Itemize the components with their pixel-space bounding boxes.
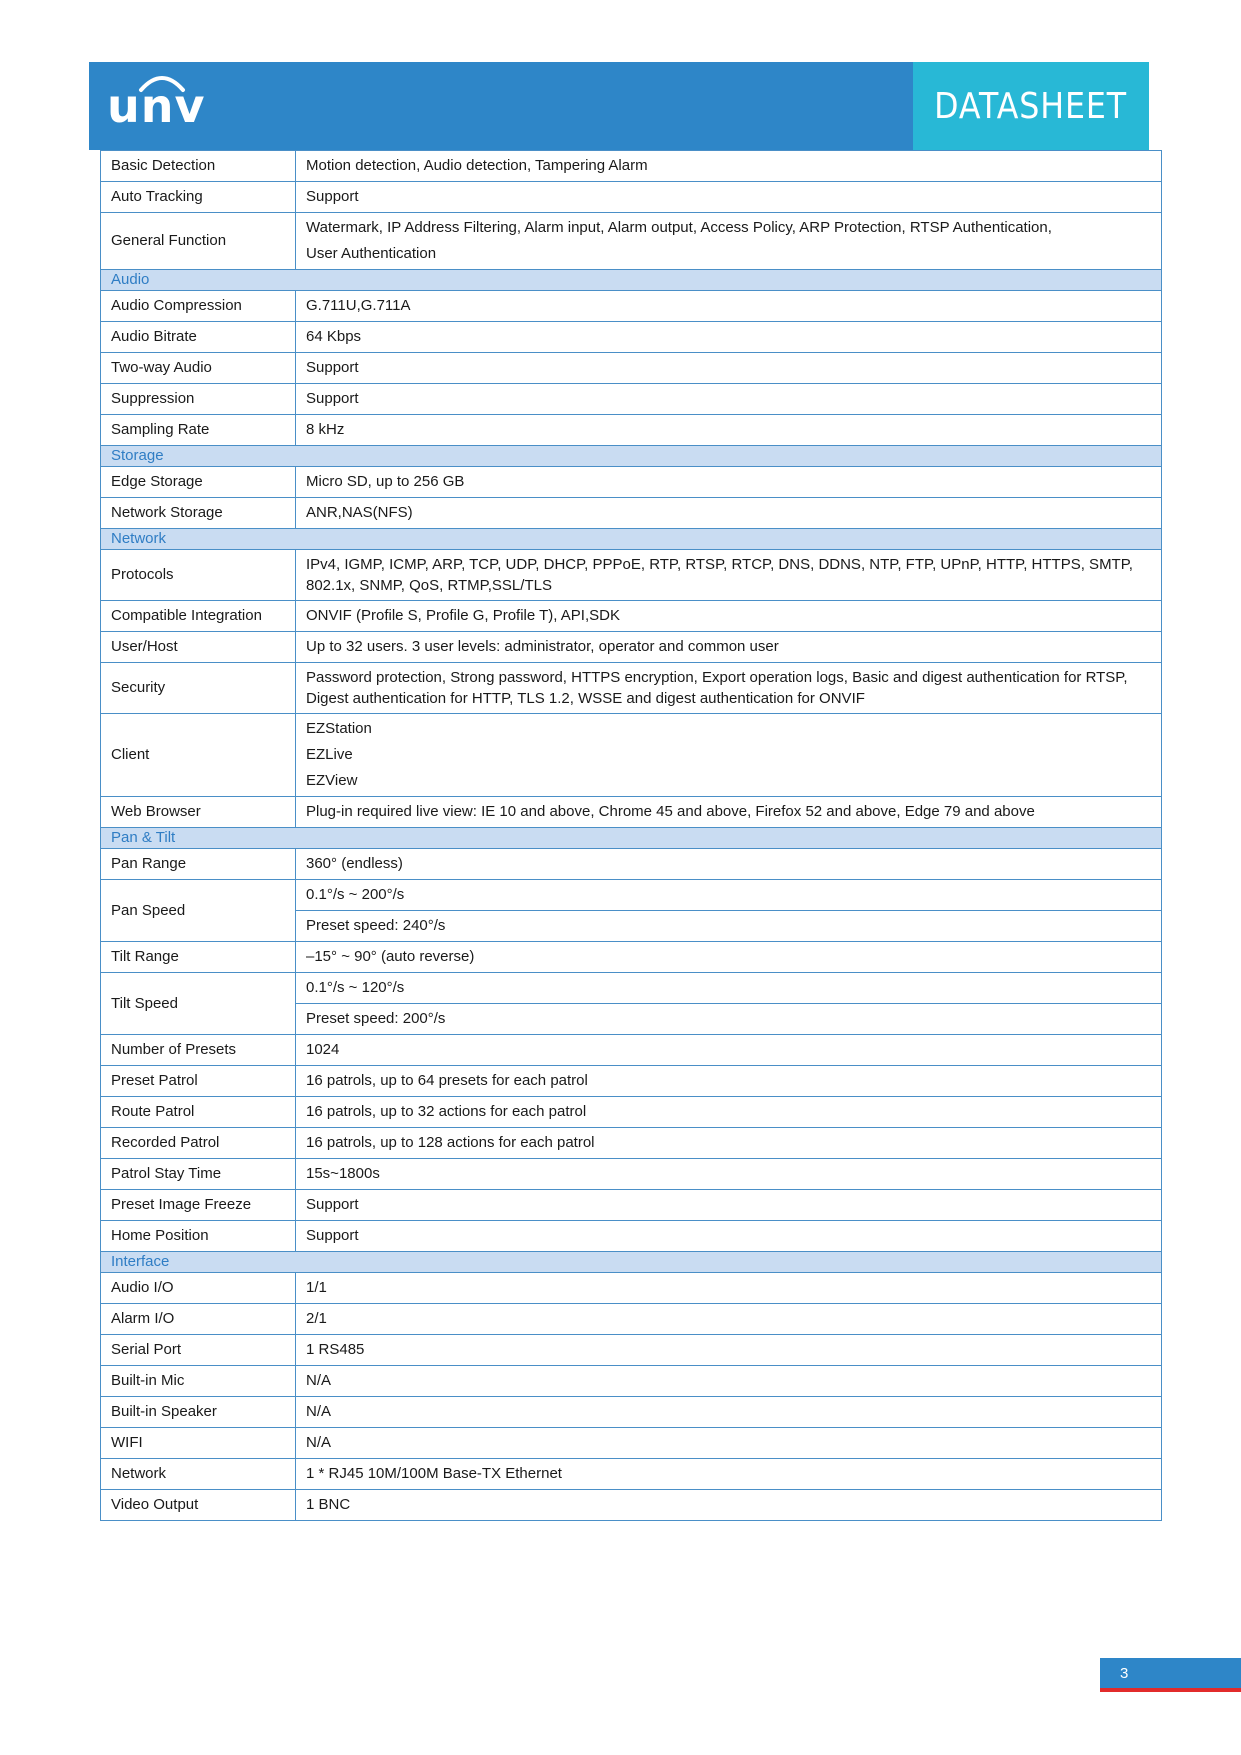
section-title: Pan & Tilt <box>101 828 1162 849</box>
spec-label: Sampling Rate <box>101 415 296 446</box>
spec-value: Plug-in required live view: IE 10 and above, Chrome 45 and above, Firefox 52 and above, Edge 79 and above <box>296 797 1162 828</box>
spec-row <box>101 1490 1162 1521</box>
logo-text: unv <box>107 79 206 133</box>
spec-row <box>101 498 1162 529</box>
spec-value-line: User Authentication <box>306 245 437 262</box>
spec-row <box>101 632 1162 663</box>
spec-row <box>101 1221 1162 1252</box>
spec-value: Password protection, Strong password, HTTPS encryption, Export operation logs, Basic and digest authentication for RTSP, Digest authentication for HTTP, TLS 1.2, WSSE and digest authentication for ONVIF <box>296 663 1162 714</box>
spec-row <box>101 1304 1162 1335</box>
spec-value: 15s~1800s <box>296 1159 1162 1190</box>
spec-label: Compatible Integration <box>101 601 296 632</box>
spec-label: Protocols <box>101 550 296 601</box>
section-header <box>101 270 1162 291</box>
logo-arc-icon <box>137 72 187 94</box>
spec-label: Basic Detection <box>101 151 296 182</box>
spec-value: G.711U,G.711A <box>296 291 1162 322</box>
spec-label: WIFI <box>101 1428 296 1459</box>
spec-value: 360° (endless) <box>296 849 1162 880</box>
spec-value <box>296 213 1162 270</box>
spec-row <box>101 942 1162 973</box>
spec-label: Audio Compression <box>101 291 296 322</box>
spec-label: Security <box>101 663 296 714</box>
spec-label: Web Browser <box>101 797 296 828</box>
spec-row <box>101 182 1162 213</box>
header-banner <box>89 62 1149 150</box>
spec-row <box>101 353 1162 384</box>
spec-label: Preset Patrol <box>101 1066 296 1097</box>
spec-value: 0.1°/s ~ 200°/s <box>296 880 1162 911</box>
spec-value: –15° ~ 90° (auto reverse) <box>296 942 1162 973</box>
spec-label: Pan Range <box>101 849 296 880</box>
spec-value <box>296 714 1162 797</box>
spec-value: 16 patrols, up to 32 actions for each patrol <box>296 1097 1162 1128</box>
spec-label: Built-in Speaker <box>101 1397 296 1428</box>
spec-value: Preset speed: 200°/s <box>296 1004 1162 1035</box>
spec-label: Tilt Range <box>101 942 296 973</box>
spec-value: 1024 <box>296 1035 1162 1066</box>
spec-label: Tilt Speed <box>101 973 296 1035</box>
section-title: Audio <box>101 270 1162 291</box>
spec-value: N/A <box>296 1397 1162 1428</box>
spec-value: IPv4, IGMP, ICMP, ARP, TCP, UDP, DHCP, PPPoE, RTP, RTSP, RTCP, DNS, DDNS, NTP, FTP, UPnP, HTTP, HTTPS, SMTP, 802.1x, SNMP, QoS, RTMP,SSL/TLS <box>296 550 1162 601</box>
spec-row <box>101 1128 1162 1159</box>
section-header <box>101 446 1162 467</box>
spec-value: Support <box>296 353 1162 384</box>
spec-label: Patrol Stay Time <box>101 1159 296 1190</box>
spec-value: 1/1 <box>296 1273 1162 1304</box>
doc-type-title: DATASHEET <box>934 85 1128 127</box>
page-number: 3 <box>1120 1664 1129 1682</box>
spec-row <box>101 415 1162 446</box>
spec-row <box>101 467 1162 498</box>
spec-row <box>101 880 1162 911</box>
spec-row <box>101 973 1162 1004</box>
spec-row <box>101 601 1162 632</box>
spec-value: Support <box>296 182 1162 213</box>
datasheet-label-box <box>913 62 1149 150</box>
spec-label: Alarm I/O <box>101 1304 296 1335</box>
spec-label: Serial Port <box>101 1335 296 1366</box>
spec-row <box>101 1335 1162 1366</box>
spec-row <box>101 384 1162 415</box>
spec-value: ONVIF (Profile S, Profile G, Profile T), API,SDK <box>296 601 1162 632</box>
spec-value: 16 patrols, up to 64 presets for each patrol <box>296 1066 1162 1097</box>
spec-row <box>101 1035 1162 1066</box>
spec-label: Two-way Audio <box>101 353 296 384</box>
spec-label: User/Host <box>101 632 296 663</box>
spec-row <box>101 849 1162 880</box>
spec-label: Home Position <box>101 1221 296 1252</box>
spec-value: 1 BNC <box>296 1490 1162 1521</box>
spec-label: Auto Tracking <box>101 182 296 213</box>
spec-label: Edge Storage <box>101 467 296 498</box>
spec-value-line: EZStation <box>306 720 372 737</box>
spec-table <box>100 150 1162 1521</box>
footer-accent-line <box>1100 1688 1241 1692</box>
section-title: Interface <box>101 1252 1162 1273</box>
spec-label: Audio Bitrate <box>101 322 296 353</box>
spec-row <box>101 151 1162 182</box>
spec-value: N/A <box>296 1428 1162 1459</box>
spec-row <box>101 663 1162 714</box>
spec-value: 1 RS485 <box>296 1335 1162 1366</box>
spec-row <box>101 1397 1162 1428</box>
spec-value-line: EZLive <box>306 746 353 763</box>
spec-value: 64 Kbps <box>296 322 1162 353</box>
spec-row <box>101 1159 1162 1190</box>
spec-table-body <box>101 151 1162 1521</box>
spec-row <box>101 1459 1162 1490</box>
spec-row <box>101 1428 1162 1459</box>
spec-value: Up to 32 users. 3 user levels: administrator, operator and common user <box>296 632 1162 663</box>
spec-row <box>101 322 1162 353</box>
spec-value-line: EZView <box>306 772 358 789</box>
section-title: Network <box>101 529 1162 550</box>
spec-value: ANR,NAS(NFS) <box>296 498 1162 529</box>
spec-row <box>101 1097 1162 1128</box>
spec-label: Client <box>101 714 296 797</box>
spec-value: 16 patrols, up to 128 actions for each patrol <box>296 1128 1162 1159</box>
spec-label: Recorded Patrol <box>101 1128 296 1159</box>
section-header <box>101 529 1162 550</box>
spec-value: 8 kHz <box>296 415 1162 446</box>
section-title: Storage <box>101 446 1162 467</box>
section-header <box>101 1252 1162 1273</box>
spec-label: Pan Speed <box>101 880 296 942</box>
spec-row <box>101 1066 1162 1097</box>
spec-value: 1 * RJ45 10M/100M Base-TX Ethernet <box>296 1459 1162 1490</box>
spec-row <box>101 1190 1162 1221</box>
spec-label: Suppression <box>101 384 296 415</box>
spec-value: Support <box>296 1221 1162 1252</box>
spec-value: Preset speed: 240°/s <box>296 911 1162 942</box>
spec-label: Number of Presets <box>101 1035 296 1066</box>
spec-value: Motion detection, Audio detection, Tampering Alarm <box>296 151 1162 182</box>
spec-row <box>101 797 1162 828</box>
spec-value: N/A <box>296 1366 1162 1397</box>
spec-value: 0.1°/s ~ 120°/s <box>296 973 1162 1004</box>
spec-value: Support <box>296 1190 1162 1221</box>
spec-value: Support <box>296 384 1162 415</box>
spec-label: Video Output <box>101 1490 296 1521</box>
spec-label: Preset Image Freeze <box>101 1190 296 1221</box>
spec-row <box>101 291 1162 322</box>
section-header <box>101 828 1162 849</box>
spec-label: Audio I/O <box>101 1273 296 1304</box>
spec-row <box>101 1366 1162 1397</box>
spec-row <box>101 714 1162 797</box>
spec-label: General Function <box>101 213 296 270</box>
page-number-bar <box>1100 1658 1241 1688</box>
spec-label: Network Storage <box>101 498 296 529</box>
spec-row <box>101 213 1162 270</box>
spec-row <box>101 1273 1162 1304</box>
spec-value: 2/1 <box>296 1304 1162 1335</box>
spec-label: Built-in Mic <box>101 1366 296 1397</box>
spec-value-line: Watermark, IP Address Filtering, Alarm input, Alarm output, Access Policy, ARP Protection, RTSP Authentication, <box>306 219 1052 236</box>
brand-logo <box>107 62 217 150</box>
spec-label: Route Patrol <box>101 1097 296 1128</box>
spec-row <box>101 550 1162 601</box>
spec-value: Micro SD, up to 256 GB <box>296 467 1162 498</box>
spec-label: Network <box>101 1459 296 1490</box>
